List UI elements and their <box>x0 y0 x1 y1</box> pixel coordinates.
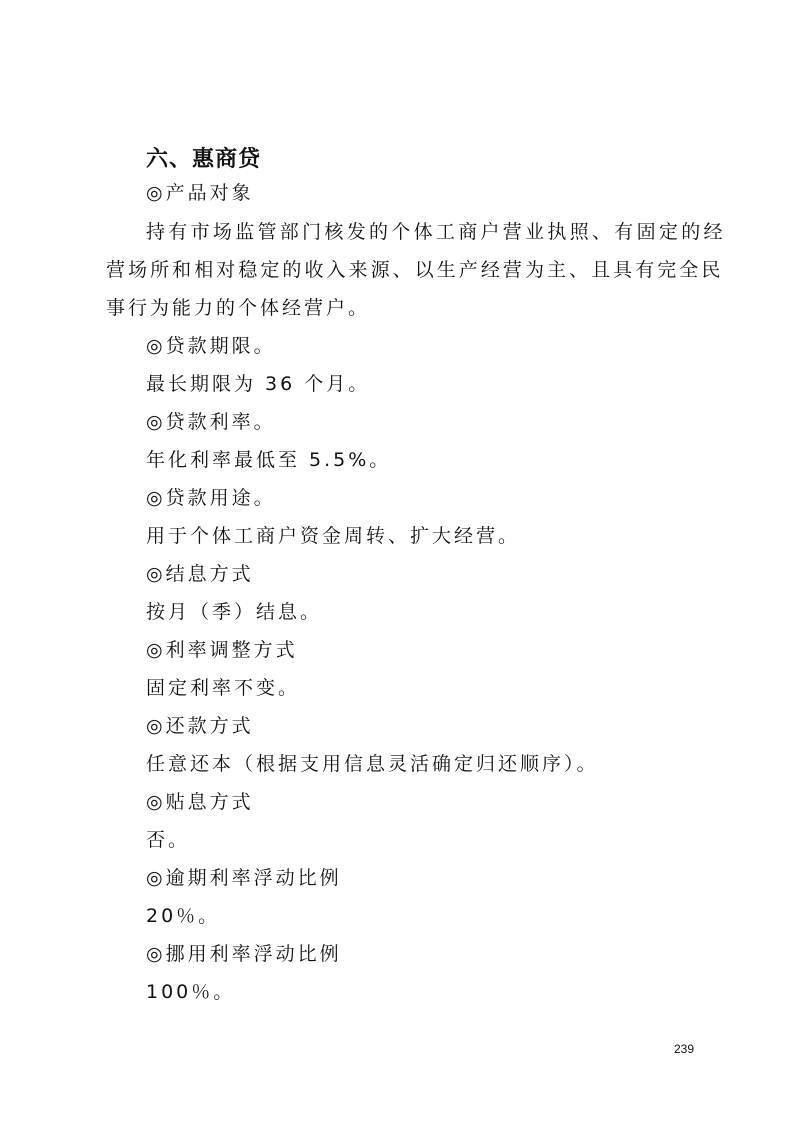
loan-use-value: 用于个体工商户资金周转、扩大经营。 <box>146 525 521 547</box>
interest-settlement-label: ◎结息方式 <box>146 563 254 585</box>
product-target-line-2: 营场所和相对稳定的收入来源、以生产经营为主、且具有完全民 <box>106 259 724 281</box>
product-target-label: ◎产品对象 <box>146 182 254 204</box>
overdue-rate-label: ◎逾期利率浮动比例 <box>146 867 342 889</box>
repayment-label: ◎还款方式 <box>146 715 254 737</box>
page-number: 239 <box>674 1042 695 1056</box>
product-target-line-1: 持有市场监管部门核发的个体工商户营业执照、有固定的经 <box>146 221 726 243</box>
loan-rate-value: 年化利率最低至 5.5%。 <box>146 449 392 471</box>
loan-term-label: ◎贷款期限。 <box>146 335 276 357</box>
loan-term-value: 最长期限为 36 个月。 <box>146 373 371 395</box>
subsidy-value: 否。 <box>146 829 191 851</box>
loan-rate-label: ◎贷款利率。 <box>146 411 276 433</box>
subsidy-label: ◎贴息方式 <box>146 791 254 813</box>
section-heading: 六、惠商贷 <box>146 147 262 172</box>
interest-settlement-value: 按月（季）结息。 <box>146 601 323 623</box>
overdue-rate-value: 20％。 <box>146 905 221 927</box>
repayment-value: 任意还本（根据支用信息灵活确定归还顺序）。 <box>146 753 599 775</box>
product-target-line-3: 事行为能力的个体经营户。 <box>106 297 371 319</box>
rate-adjustment-label: ◎利率调整方式 <box>146 639 298 661</box>
rate-adjustment-value: 固定利率不变。 <box>146 677 301 699</box>
misuse-rate-label: ◎挪用利率浮动比例 <box>146 943 342 965</box>
loan-use-label: ◎贷款用途。 <box>146 487 276 509</box>
misuse-rate-value: 100％。 <box>146 981 236 1003</box>
